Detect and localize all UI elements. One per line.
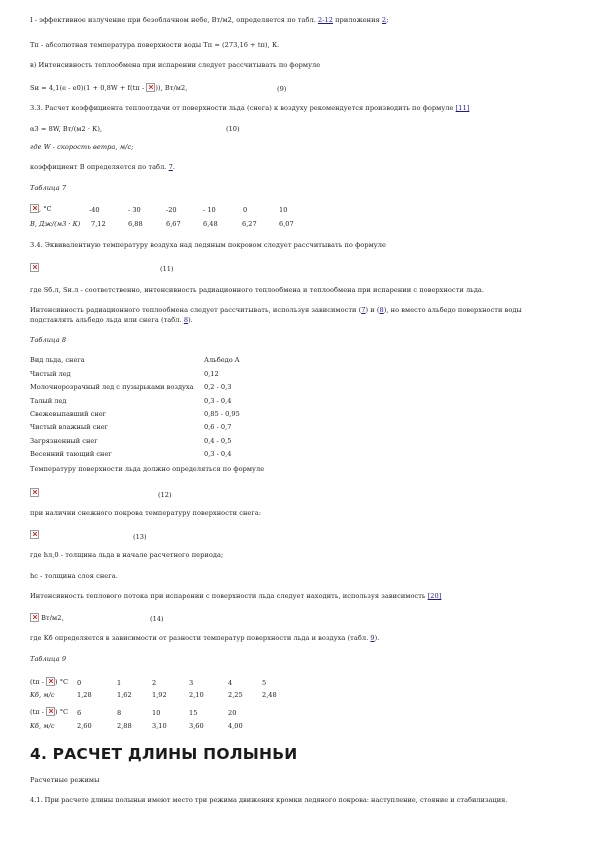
text-line xyxy=(30,306,522,314)
table-row-label xyxy=(30,707,68,716)
table-cell: 4 xyxy=(228,679,233,687)
table-cell: 6 xyxy=(77,709,82,717)
formula-13 xyxy=(30,530,39,539)
table-cell: 6,88 xyxy=(128,220,143,228)
text-line xyxy=(30,104,469,112)
table-cell: Молочнорозрачный лед с пузырьками воздуха xyxy=(30,383,194,392)
table-cell: 7,12 xyxy=(91,220,106,228)
text-line: при наличии снежного покрова температуру поверхности снега: xyxy=(30,509,262,517)
table-row-label: B, Дж/(м3 · К) xyxy=(30,220,81,228)
text-line: где hл,0 - толщина льда в начале расчетного периода; xyxy=(30,551,224,559)
table-cell: 10 xyxy=(279,206,288,214)
table-cell: 1,28 xyxy=(77,691,92,699)
text-line xyxy=(30,634,379,642)
table-cell: 0,12 xyxy=(204,370,219,378)
link-table-9[interactable]: 9 xyxy=(370,634,375,642)
formula-text: Вт/м2, xyxy=(41,614,64,622)
equation-number: (12) xyxy=(158,491,172,499)
table-cell: 0,6 - 0,7 xyxy=(204,423,232,432)
text: . xyxy=(172,163,176,171)
table-cell: 3,60 xyxy=(189,722,204,730)
table-cell: 2,25 xyxy=(228,691,243,699)
table-cell: 20 xyxy=(228,709,237,717)
table-row-label xyxy=(30,204,52,213)
table-cell: 15 xyxy=(189,709,198,717)
table-cell: 0,4 - 0,5 xyxy=(204,436,232,445)
table-cell: 3 xyxy=(189,679,194,687)
text: ), но вместо альбедо поверхности воды xyxy=(383,306,522,314)
table-cell: 1,92 xyxy=(152,691,167,699)
text-line: где Sб.л, Sи.л - соответственно, интенсивность радиационного теплообмена и теплообмена при испарении с поверхности льда. xyxy=(30,286,485,294)
text: где Kб определяется в зависимости от разности температур поверхности льда и воздуха (табл. xyxy=(30,634,371,642)
equation-number: (9) xyxy=(277,85,287,93)
text: коэффициент B определяется по табл. xyxy=(30,163,169,171)
paragraph: 4.1. При расчете длины полыньи имеют место три режима движения кромки ледяного покрова: наступление, стояние и стабилизация. xyxy=(30,796,508,804)
link-appendix-2[interactable]: 2 xyxy=(381,16,387,24)
table-cell: - 30 xyxy=(128,206,141,214)
table-cell: 0,2 - 0,3 xyxy=(204,383,232,392)
text: (tп - xyxy=(30,708,47,716)
text-line: где W - скорость ветра, м/с; xyxy=(30,143,134,151)
table-cell: Загрязненный снег xyxy=(30,436,98,445)
table-header: Альбедо A xyxy=(204,356,240,364)
table-cell: 0,3 - 0,4 xyxy=(204,449,232,458)
text-line: Температуру поверхности льда должно определяться по формуле xyxy=(30,465,265,473)
text-line xyxy=(30,592,441,600)
table-row-label: Kб, м/с xyxy=(30,691,55,699)
text: I - эффективное излучение при безоблачном небе, Вт/м2, определяется по табл. xyxy=(30,16,318,24)
table-cell: 10 xyxy=(152,709,161,717)
text: подставлять альбедо льда или снега (табл. xyxy=(30,316,184,324)
equation-number: (11) xyxy=(160,265,174,273)
table-cell: 8 xyxy=(117,709,122,717)
table-caption: Таблица 9 xyxy=(30,655,67,663)
table-cell: 0,3 - 0,4 xyxy=(204,396,232,405)
text: , °С xyxy=(39,205,52,213)
link-ref-20[interactable]: [20] xyxy=(427,592,442,600)
table-cell: 0,85 - 0,95 xyxy=(204,409,240,418)
broken-image-icon xyxy=(30,530,39,539)
broken-image-icon xyxy=(46,677,55,686)
table-cell: -40 xyxy=(89,206,100,214)
text: ) °С xyxy=(55,708,69,716)
table-cell: 6,67 xyxy=(166,220,181,228)
text-line: 3.4. Эквивалентную температуру воздуха над ледяным покровом следует рассчитывать по формуле xyxy=(30,241,386,249)
table-cell: 2 xyxy=(152,679,157,687)
table-cell: 6,48 xyxy=(203,220,218,228)
formula-9 xyxy=(30,83,187,92)
table-cell: Чистый лед xyxy=(30,370,71,378)
table-cell: 2,10 xyxy=(189,691,204,699)
text-line xyxy=(30,316,193,324)
link-formula-7[interactable]: 7 xyxy=(361,306,366,314)
equation-number: (10) xyxy=(226,125,240,133)
formula-12 xyxy=(30,488,39,497)
formula-11 xyxy=(30,263,39,272)
table-cell: -20 xyxy=(166,206,177,214)
table-cell: 5 xyxy=(262,679,267,687)
table-cell: 0 xyxy=(77,679,82,687)
text: ; xyxy=(386,16,389,24)
text: (tп - xyxy=(30,678,47,686)
table-caption: Таблица 8 xyxy=(30,336,67,344)
link-ref-11[interactable]: [11] xyxy=(455,104,470,112)
table-cell: Свежевыпавший снег xyxy=(30,409,107,418)
table-cell: Талый лед xyxy=(30,396,67,405)
formula-text: )), Вт/м2, xyxy=(155,84,188,92)
broken-image-icon xyxy=(30,263,39,272)
table-cell: - 10 xyxy=(203,206,216,214)
table-cell: 0 xyxy=(243,206,248,214)
text: ). xyxy=(374,634,380,642)
broken-image-icon xyxy=(30,204,39,213)
equation-number: (14) xyxy=(150,615,164,623)
table-cell: 2,48 xyxy=(262,691,277,699)
text-line: в) Интенсивность теплообмена при испарении следует рассчитывать по формуле xyxy=(30,61,321,69)
formula-10: α3 = 8W, Вт/(м2 · К), xyxy=(30,125,103,133)
formula-14 xyxy=(30,613,64,622)
subsection-title: Расчетные режимы xyxy=(30,776,100,784)
text: 3.3. Расчет коэффициента теплоотдачи от поверхности льда (снега) к воздуху рекомендуется производить по формуле xyxy=(30,104,456,112)
text-line: Тп - абсолютная температура поверхности воды Тп = (273,16 + tп), К. xyxy=(30,41,280,49)
text: Интенсивность радиационного теплообмена следует рассчитывать, используя зависимости ( xyxy=(30,306,362,314)
text: ) °С xyxy=(55,678,69,686)
text: ) и ( xyxy=(365,306,380,314)
broken-image-icon xyxy=(46,707,55,716)
link-table-2-12[interactable]: 2-12 xyxy=(318,16,334,24)
text: ). xyxy=(188,316,193,324)
text-line xyxy=(30,163,175,171)
table-caption: Таблица 7 xyxy=(30,184,67,192)
table-cell: 1,62 xyxy=(117,691,132,699)
broken-image-icon xyxy=(30,613,39,622)
table-cell: 1 xyxy=(117,679,122,687)
table-row-label xyxy=(30,677,68,686)
table-cell: 4,00 xyxy=(228,722,243,730)
table-cell: 6,07 xyxy=(279,220,294,228)
text: приложения xyxy=(333,16,382,24)
text-line xyxy=(30,16,388,24)
table-cell: 3,10 xyxy=(152,722,167,730)
link-table-8[interactable]: 8 xyxy=(183,316,189,324)
broken-image-icon xyxy=(146,83,155,92)
equation-number: (13) xyxy=(133,533,147,541)
table-header: Вид льда, снега xyxy=(30,356,85,364)
table-cell: Весенний тающий снег xyxy=(30,449,112,458)
table-cell: Чистый влажный снег xyxy=(30,423,109,432)
link-formula-8[interactable]: 8 xyxy=(379,306,384,314)
text: Интенсивность теплового потока при испарении с поверхности льда следует находить, используя зависимость xyxy=(30,592,428,600)
broken-image-icon xyxy=(30,488,39,497)
table-row-label: Kб, м/с xyxy=(30,722,55,730)
text-line: hс - толщина слоя снега. xyxy=(30,572,118,580)
link-table-7[interactable]: 7 xyxy=(168,163,173,171)
formula-text: Sи = 4,1(е - е0)(1 + 0,8W + f(tп - xyxy=(30,84,147,92)
table-cell: 2,88 xyxy=(117,722,132,730)
table-cell: 2,60 xyxy=(77,722,92,730)
table-cell: 6,27 xyxy=(242,220,257,228)
section-heading: 4. РАСЧЕТ ДЛИНЫ ПОЛЫНЬИ xyxy=(30,745,298,763)
